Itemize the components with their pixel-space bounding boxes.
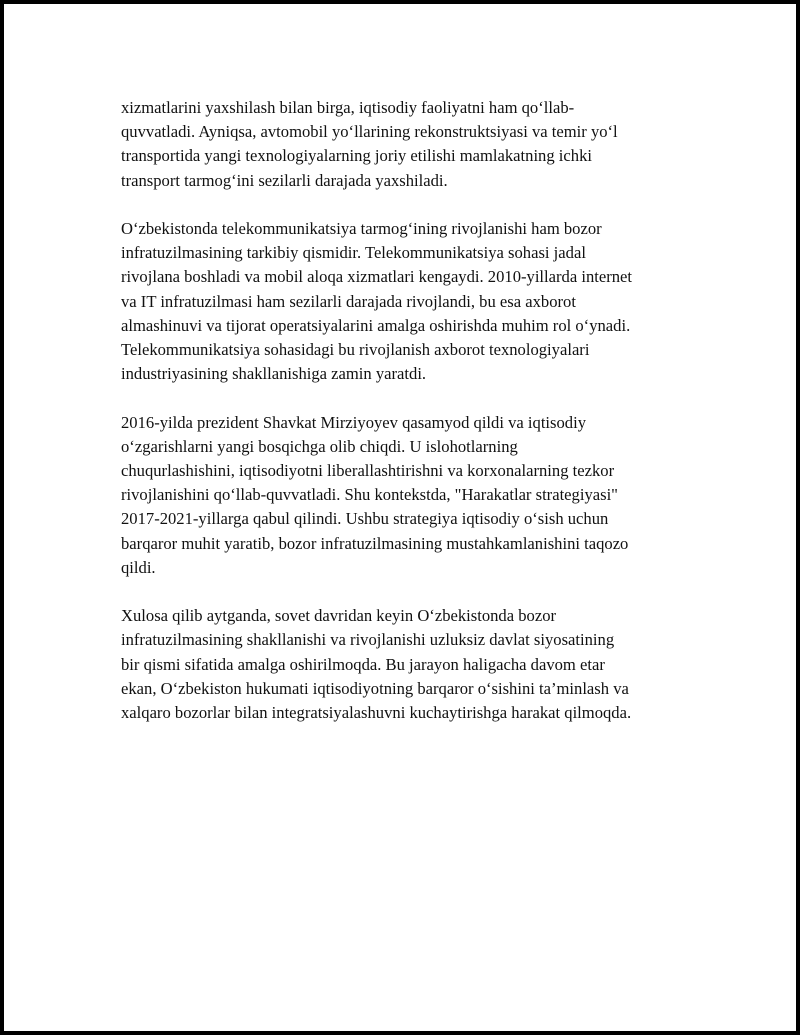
paragraph-4: Xulosa qilib aytganda, sovet davridan keyin O‘zbekistonda bozor infratuzilmasining shakllanishi va rivojlanishi uzluksiz davlat siyosatining bir qismi sifatida amalga oshirilmoqda. Bu jarayon haligacha davom etar ekan, O‘zbekiston hukumati iqtisodiyotning barqaror o‘sishini ta’minlash va xalqaro bozorlar bilan integratsiyalashuvni kuchaytirishga harakat qilmoqda. [121, 606, 632, 723]
paragraph-3: 2016-yilda prezident Shavkat Mirziyoyev qasamyod qildi va iqtisodiy o‘zgarishlarni yangi bosqichga olib chiqdi. U islohotlarning chuqurlashishini, iqtisodiyotni liberallashtirishni va korxonalarning tezkor rivojlanishini qo‘llab-quvvatladi. Shu kontekstda, "Harakatlar strategiyasi" 2017-2021-yillarga qabul qilindi. Ushbu strategiya iqtisodiy o‘sish uchun barqaror muhit yaratib, bozor infratuzilmasining mustahkamlanishini taqozo qildi. [121, 412, 629, 577]
paragraph-1: xizmatlarini yaxshilash bilan birga, iqtisodiy faoliyatni ham qo‘llab- quvvatladi. Ayniqsa, avtomobil yo‘llarining rekonstruktsiyasi va temir yo‘l transportida yangi texnologiyalarning joriy etilishi mamlakatning ichki transport tarmog‘ini sezilarli darajada yaxshiladi. [121, 98, 618, 190]
paragraph-2: O‘zbekistonda telekommunikatsiya tarmog‘ining rivojlanishi ham bozor infratuzilmasining tarkibiy qismidir. Telekommunikatsiya sohasi jadal rivojlana boshladi va mobil aloqa xizmatlari kengaydi. 2010-yillarda internet va IT infratuzilmasi ham sezilarli darajada rivojlandi, bu esa axborot almashinuvi va tijorat operatsiyalarini amalga oshirishda muhim rol o‘ynadi. Telekommunikatsiya sohasidagi bu rivojlanish axborot texnologiyalari industriyasining shakllanishiga zamin yaratdi. [121, 219, 633, 384]
document-body [121, 96, 696, 749]
